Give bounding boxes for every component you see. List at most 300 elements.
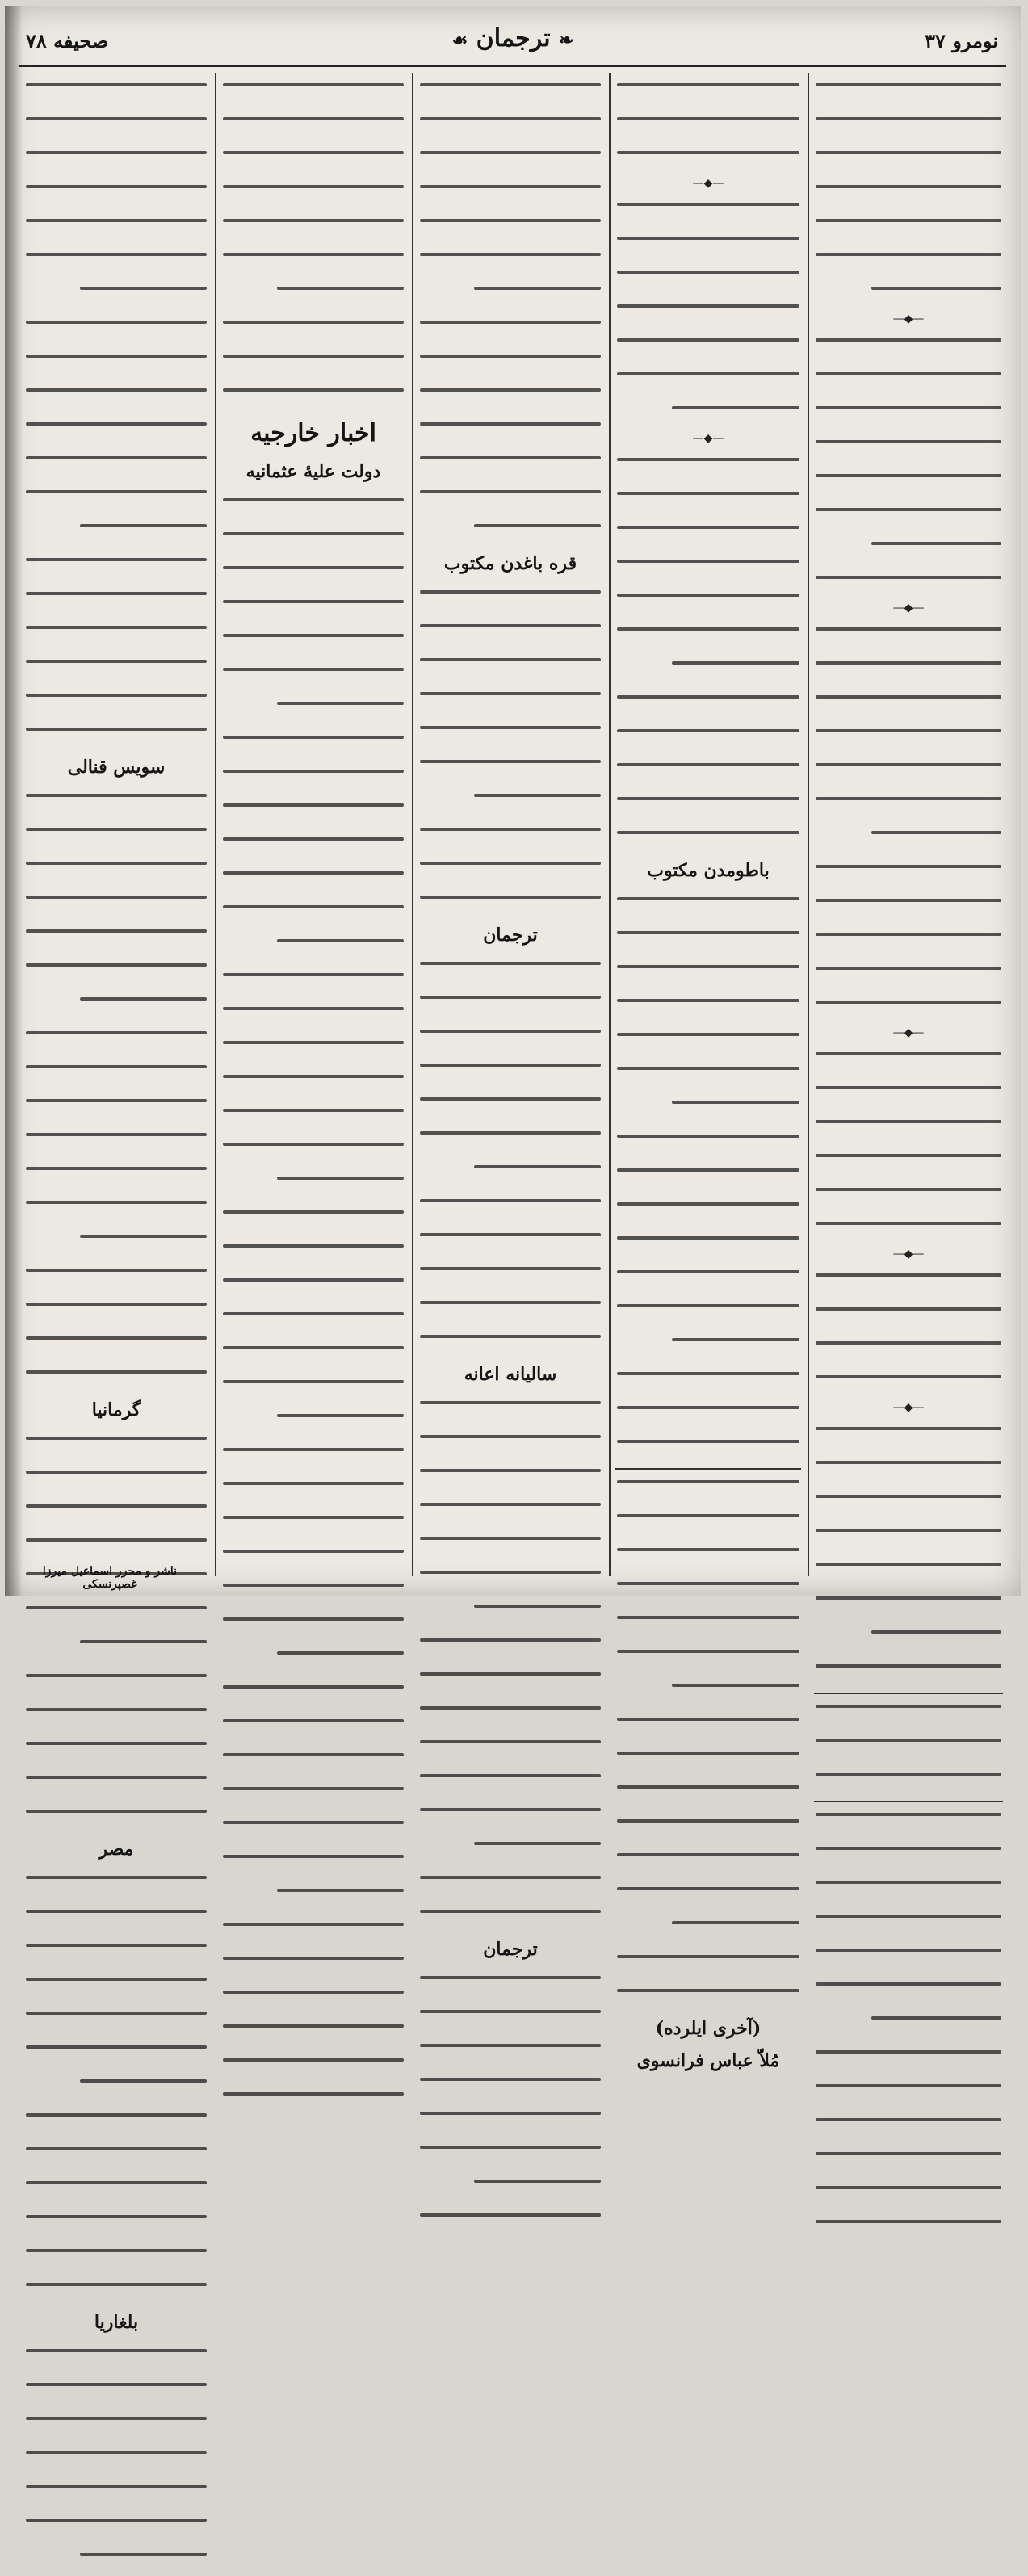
text-line bbox=[223, 1991, 404, 2014]
section-rule bbox=[814, 1693, 1003, 1694]
text-line bbox=[26, 2249, 207, 2272]
text-line bbox=[816, 2220, 1001, 2243]
text-line bbox=[816, 1307, 1001, 1331]
text-line bbox=[420, 1976, 601, 1999]
text-line bbox=[617, 1406, 799, 1429]
text-line bbox=[26, 2045, 207, 2069]
text-line bbox=[26, 1776, 207, 1799]
text-line bbox=[223, 1617, 404, 1641]
text-line bbox=[26, 1370, 207, 1394]
text-line bbox=[617, 999, 799, 1022]
column-divider bbox=[808, 73, 809, 1576]
text-line bbox=[223, 1041, 404, 1064]
text-line bbox=[223, 1651, 404, 1675]
text-line bbox=[816, 474, 1001, 497]
text-line bbox=[420, 2010, 601, 2033]
section-heading: ترجمان bbox=[483, 1939, 538, 1960]
text-line bbox=[26, 1640, 207, 1663]
text-line bbox=[420, 1808, 601, 1831]
text-line bbox=[223, 1109, 404, 1132]
text-line bbox=[223, 498, 404, 522]
ornament-separator-icon: —◆— bbox=[892, 1026, 925, 1039]
text-line bbox=[223, 1414, 404, 1437]
text-line bbox=[816, 1001, 1001, 1024]
text-line bbox=[816, 729, 1001, 753]
text-line bbox=[26, 592, 207, 615]
text-line bbox=[26, 1674, 207, 1697]
text-line bbox=[420, 1672, 601, 1696]
text-line bbox=[223, 1143, 404, 1166]
text-line bbox=[816, 1273, 1001, 1297]
text-line bbox=[26, 1269, 207, 1292]
text-line bbox=[26, 558, 207, 581]
section-heading: سویس قنالی bbox=[67, 757, 166, 778]
text-line bbox=[816, 797, 1001, 820]
text-line bbox=[816, 2152, 1001, 2175]
text-line bbox=[223, 117, 404, 141]
text-line bbox=[420, 1774, 601, 1798]
text-line bbox=[420, 726, 601, 749]
text-line bbox=[26, 929, 207, 953]
text-line bbox=[617, 1616, 799, 1639]
publisher-line: ناشر و محرر اسماعیل میرزا غصپرنسکی bbox=[42, 1565, 178, 1591]
text-line bbox=[420, 1910, 601, 1933]
text-line bbox=[617, 117, 799, 141]
text-line bbox=[617, 1338, 799, 1361]
text-line bbox=[26, 1944, 207, 1967]
text-line bbox=[617, 83, 799, 107]
text-line bbox=[223, 1244, 404, 1268]
text-line bbox=[816, 185, 1001, 208]
text-line bbox=[223, 151, 404, 174]
section-heading: دولت علیهٔ عثمانیه bbox=[245, 461, 381, 482]
text-line bbox=[816, 83, 1001, 107]
text-line bbox=[816, 695, 1001, 719]
text-line bbox=[223, 287, 404, 310]
text-line bbox=[26, 355, 207, 378]
text-line bbox=[617, 763, 799, 787]
ornament-separator-icon: —◆— bbox=[892, 1248, 925, 1261]
text-line bbox=[617, 1101, 799, 1124]
text-line bbox=[816, 1154, 1001, 1177]
text-line bbox=[223, 973, 404, 996]
text-line bbox=[420, 1267, 601, 1290]
text-line bbox=[617, 1514, 799, 1538]
text-line bbox=[420, 388, 601, 412]
column-divider bbox=[215, 73, 216, 1576]
text-line bbox=[816, 1529, 1001, 1552]
text-line bbox=[223, 1075, 404, 1098]
text-line bbox=[26, 2113, 207, 2137]
text-line bbox=[26, 1437, 207, 1460]
text-line bbox=[420, 151, 601, 174]
text-line bbox=[223, 1685, 404, 1709]
text-line bbox=[223, 837, 404, 861]
ornament-separator-icon: —◆— bbox=[692, 432, 724, 445]
text-line bbox=[223, 905, 404, 929]
text-line bbox=[617, 1548, 799, 1571]
text-line bbox=[816, 2186, 1001, 2209]
page-shadow bbox=[5, 6, 23, 1596]
text-line bbox=[617, 1785, 799, 1809]
text-line bbox=[816, 2050, 1001, 2074]
text-line bbox=[223, 253, 404, 276]
text-line bbox=[26, 422, 207, 446]
text-line bbox=[617, 661, 799, 685]
text-line bbox=[420, 1165, 601, 1189]
text-line bbox=[420, 1638, 601, 1662]
text-line bbox=[26, 2215, 207, 2238]
text-line bbox=[420, 2044, 601, 2067]
text-line bbox=[816, 865, 1001, 888]
text-line bbox=[617, 203, 799, 226]
text-line bbox=[26, 997, 207, 1021]
text-line bbox=[26, 896, 207, 919]
text-line bbox=[420, 1233, 601, 1257]
text-line bbox=[617, 1955, 799, 1978]
text-line bbox=[617, 1168, 799, 1192]
text-line bbox=[223, 939, 404, 963]
text-line bbox=[26, 2283, 207, 2306]
ornament-separator-icon: —◆— bbox=[892, 602, 925, 615]
text-line bbox=[617, 406, 799, 430]
text-line bbox=[617, 965, 799, 988]
text-line bbox=[26, 2451, 207, 2474]
text-line bbox=[26, 2147, 207, 2171]
text-line bbox=[223, 1719, 404, 1743]
text-line bbox=[617, 1989, 799, 2012]
text-line bbox=[420, 828, 601, 851]
text-line bbox=[26, 1810, 207, 1833]
text-line bbox=[420, 1030, 601, 1053]
text-line bbox=[617, 797, 799, 820]
text-line bbox=[617, 372, 799, 396]
text-line bbox=[617, 1650, 799, 1673]
text-line bbox=[223, 1516, 404, 1539]
text-line bbox=[816, 576, 1001, 599]
section-rule bbox=[814, 1801, 1003, 1802]
text-line bbox=[223, 1821, 404, 1844]
text-line bbox=[816, 1563, 1001, 1586]
text-line bbox=[420, 185, 601, 208]
text-line bbox=[617, 1202, 799, 1226]
newspaper-title-text: ترجمان bbox=[476, 24, 551, 52]
text-line bbox=[26, 2553, 207, 2576]
text-line bbox=[420, 896, 601, 919]
text-line bbox=[223, 736, 404, 759]
text-line bbox=[26, 388, 207, 412]
text-line bbox=[617, 831, 799, 854]
text-line bbox=[26, 2485, 207, 2508]
section-heading: قره باغدن مکتوب bbox=[443, 553, 577, 574]
text-line bbox=[223, 1448, 404, 1471]
text-line bbox=[816, 1375, 1001, 1399]
text-line bbox=[816, 406, 1001, 430]
text-line bbox=[617, 304, 799, 328]
text-line bbox=[26, 321, 207, 344]
text-line bbox=[420, 1335, 601, 1358]
newspaper-page bbox=[5, 6, 1021, 2333]
section-heading: اخبار خارجیه bbox=[250, 419, 376, 447]
text-line bbox=[26, 963, 207, 987]
text-line bbox=[420, 490, 601, 514]
text-line bbox=[223, 1380, 404, 1403]
text-line bbox=[617, 151, 799, 174]
text-line bbox=[816, 1664, 1001, 1688]
text-line bbox=[223, 566, 404, 589]
text-line bbox=[223, 2092, 404, 2116]
text-line bbox=[223, 1007, 404, 1030]
ornament-separator-icon: —◆— bbox=[692, 177, 724, 190]
text-line bbox=[420, 287, 601, 310]
text-line bbox=[223, 1957, 404, 1980]
text-line bbox=[26, 1235, 207, 1258]
text-line bbox=[420, 962, 601, 985]
text-line bbox=[816, 1596, 1001, 1620]
text-line bbox=[617, 1853, 799, 1877]
text-line bbox=[420, 1469, 601, 1492]
text-line bbox=[26, 1065, 207, 1089]
text-line bbox=[26, 1606, 207, 1630]
text-line bbox=[223, 634, 404, 657]
column-5 bbox=[811, 73, 1006, 1576]
text-line bbox=[816, 1086, 1001, 1110]
section-heading: سالیانه اعانه bbox=[464, 1364, 557, 1385]
text-line bbox=[617, 931, 799, 954]
text-line bbox=[26, 660, 207, 683]
text-line bbox=[26, 287, 207, 310]
text-line bbox=[617, 627, 799, 651]
text-line bbox=[420, 1740, 601, 1764]
text-line bbox=[223, 1855, 404, 1878]
text-line bbox=[816, 151, 1001, 174]
text-line bbox=[816, 440, 1001, 464]
text-line bbox=[420, 1064, 601, 1087]
text-line bbox=[816, 287, 1001, 310]
text-line bbox=[420, 794, 601, 817]
text-line bbox=[26, 524, 207, 548]
text-line bbox=[617, 1684, 799, 1707]
text-line bbox=[617, 1270, 799, 1294]
text-line bbox=[617, 1921, 799, 1945]
text-line bbox=[617, 1236, 799, 1260]
text-line bbox=[816, 372, 1001, 396]
text-line bbox=[816, 1495, 1001, 1518]
text-line bbox=[420, 590, 601, 614]
text-line bbox=[420, 996, 601, 1019]
text-line bbox=[420, 1706, 601, 1730]
text-line bbox=[223, 1346, 404, 1370]
text-line bbox=[223, 1312, 404, 1336]
section-heading: مصر bbox=[99, 1839, 134, 1860]
text-line bbox=[223, 185, 404, 208]
text-line bbox=[816, 1705, 1001, 1728]
section-heading: (آخری ایلرده) bbox=[655, 2018, 762, 2039]
text-line bbox=[223, 1550, 404, 1573]
text-line bbox=[223, 1210, 404, 1234]
text-line bbox=[816, 1630, 1001, 1654]
text-line bbox=[26, 1167, 207, 1190]
text-line bbox=[816, 1427, 1001, 1450]
text-line bbox=[26, 151, 207, 174]
text-line bbox=[223, 2058, 404, 2082]
text-line bbox=[420, 1401, 601, 1424]
text-line bbox=[26, 1133, 207, 1156]
column-divider bbox=[412, 73, 413, 1576]
text-line bbox=[26, 1978, 207, 2001]
text-line bbox=[816, 831, 1001, 854]
text-line bbox=[420, 1842, 601, 1865]
text-line bbox=[816, 338, 1001, 362]
ornament-separator-icon: —◆— bbox=[892, 313, 925, 325]
text-line bbox=[420, 1435, 601, 1458]
text-line bbox=[26, 490, 207, 514]
text-line bbox=[617, 338, 799, 362]
text-line bbox=[816, 542, 1001, 565]
text-line bbox=[816, 899, 1001, 922]
text-line bbox=[816, 763, 1001, 787]
text-line bbox=[816, 967, 1001, 990]
text-line bbox=[420, 422, 601, 446]
text-line bbox=[26, 1031, 207, 1055]
text-line bbox=[420, 355, 601, 378]
text-line bbox=[223, 532, 404, 556]
text-line bbox=[617, 1033, 799, 1056]
text-line bbox=[617, 1752, 799, 1775]
ornament-icon: ☙ bbox=[451, 30, 468, 51]
text-line bbox=[26, 1876, 207, 1899]
text-line bbox=[223, 1889, 404, 1912]
text-line bbox=[223, 600, 404, 623]
text-line bbox=[816, 1982, 1001, 2006]
text-line bbox=[420, 2112, 601, 2135]
section-heading: ترجمان bbox=[483, 925, 538, 946]
text-line bbox=[420, 1876, 601, 1899]
text-line bbox=[223, 668, 404, 691]
text-line bbox=[816, 1847, 1001, 1870]
text-line bbox=[816, 661, 1001, 685]
text-line bbox=[816, 627, 1001, 651]
text-line bbox=[420, 253, 601, 276]
text-line bbox=[816, 1881, 1001, 1904]
text-line bbox=[26, 1910, 207, 1933]
issue-number: نومرو ۳۷ bbox=[925, 29, 998, 52]
text-line bbox=[420, 117, 601, 141]
text-line bbox=[223, 355, 404, 378]
text-line bbox=[617, 560, 799, 583]
text-line bbox=[26, 1336, 207, 1360]
text-line bbox=[420, 1605, 601, 1628]
text-line bbox=[420, 456, 601, 480]
text-line bbox=[420, 2078, 601, 2101]
text-line bbox=[420, 2146, 601, 2169]
text-line bbox=[420, 1571, 601, 1594]
text-line bbox=[26, 1201, 207, 1224]
text-line bbox=[816, 1188, 1001, 1211]
text-line bbox=[816, 1773, 1001, 1796]
text-line bbox=[223, 803, 404, 827]
text-line bbox=[26, 862, 207, 885]
text-line bbox=[26, 1471, 207, 1494]
text-line bbox=[816, 1461, 1001, 1484]
text-line bbox=[816, 1949, 1001, 1972]
text-line bbox=[223, 388, 404, 412]
text-line bbox=[420, 1131, 601, 1155]
text-line bbox=[816, 1120, 1001, 1143]
text-line bbox=[617, 594, 799, 617]
text-line bbox=[617, 526, 799, 549]
text-line bbox=[816, 2016, 1001, 2040]
text-line bbox=[26, 626, 207, 649]
text-line bbox=[420, 524, 601, 548]
text-line bbox=[223, 871, 404, 895]
text-line bbox=[816, 2118, 1001, 2142]
text-line bbox=[26, 728, 207, 751]
page-label: صحیفه ۷۸ bbox=[26, 29, 109, 52]
text-line bbox=[816, 1341, 1001, 1365]
text-line bbox=[420, 1097, 601, 1121]
section-heading: مُلاّ عباس فرانسوی bbox=[636, 2050, 780, 2071]
text-line bbox=[420, 862, 601, 885]
text-line bbox=[26, 2349, 207, 2373]
text-line bbox=[816, 2084, 1001, 2108]
section-heading: بلغاریا bbox=[94, 2312, 139, 2333]
text-line bbox=[816, 1052, 1001, 1076]
text-line bbox=[420, 624, 601, 648]
ornament-separator-icon: —◆— bbox=[892, 1401, 925, 1414]
text-line bbox=[617, 1440, 799, 1463]
text-line bbox=[26, 1099, 207, 1122]
text-line bbox=[26, 1742, 207, 1765]
text-line bbox=[617, 1718, 799, 1741]
text-line bbox=[26, 83, 207, 107]
text-line bbox=[223, 2024, 404, 2048]
text-line bbox=[420, 1199, 601, 1223]
text-line bbox=[223, 1923, 404, 1946]
text-line bbox=[816, 933, 1001, 956]
text-line bbox=[617, 492, 799, 515]
text-line bbox=[816, 1915, 1001, 1938]
text-line bbox=[223, 321, 404, 344]
text-line bbox=[26, 828, 207, 851]
text-line bbox=[420, 760, 601, 783]
text-line bbox=[26, 2519, 207, 2542]
text-line bbox=[26, 2181, 207, 2205]
text-line bbox=[223, 1177, 404, 1200]
text-line bbox=[26, 2079, 207, 2103]
text-line bbox=[26, 2417, 207, 2440]
column-3 bbox=[415, 73, 606, 1960]
text-line bbox=[816, 219, 1001, 242]
text-line bbox=[617, 695, 799, 719]
text-line bbox=[420, 219, 601, 242]
section-rule bbox=[615, 1468, 801, 1470]
text-line bbox=[617, 1819, 799, 1843]
text-line bbox=[420, 83, 601, 107]
text-line bbox=[26, 2012, 207, 2035]
text-line bbox=[617, 1887, 799, 1911]
text-line bbox=[223, 219, 404, 242]
text-line bbox=[26, 219, 207, 242]
text-line bbox=[223, 1482, 404, 1505]
text-line bbox=[420, 1301, 601, 1324]
column-2 bbox=[218, 73, 409, 1576]
section-heading: گرمانیا bbox=[91, 1399, 141, 1420]
text-line bbox=[223, 1278, 404, 1302]
text-line bbox=[26, 794, 207, 817]
text-line bbox=[223, 83, 404, 107]
text-line bbox=[420, 2180, 601, 2203]
